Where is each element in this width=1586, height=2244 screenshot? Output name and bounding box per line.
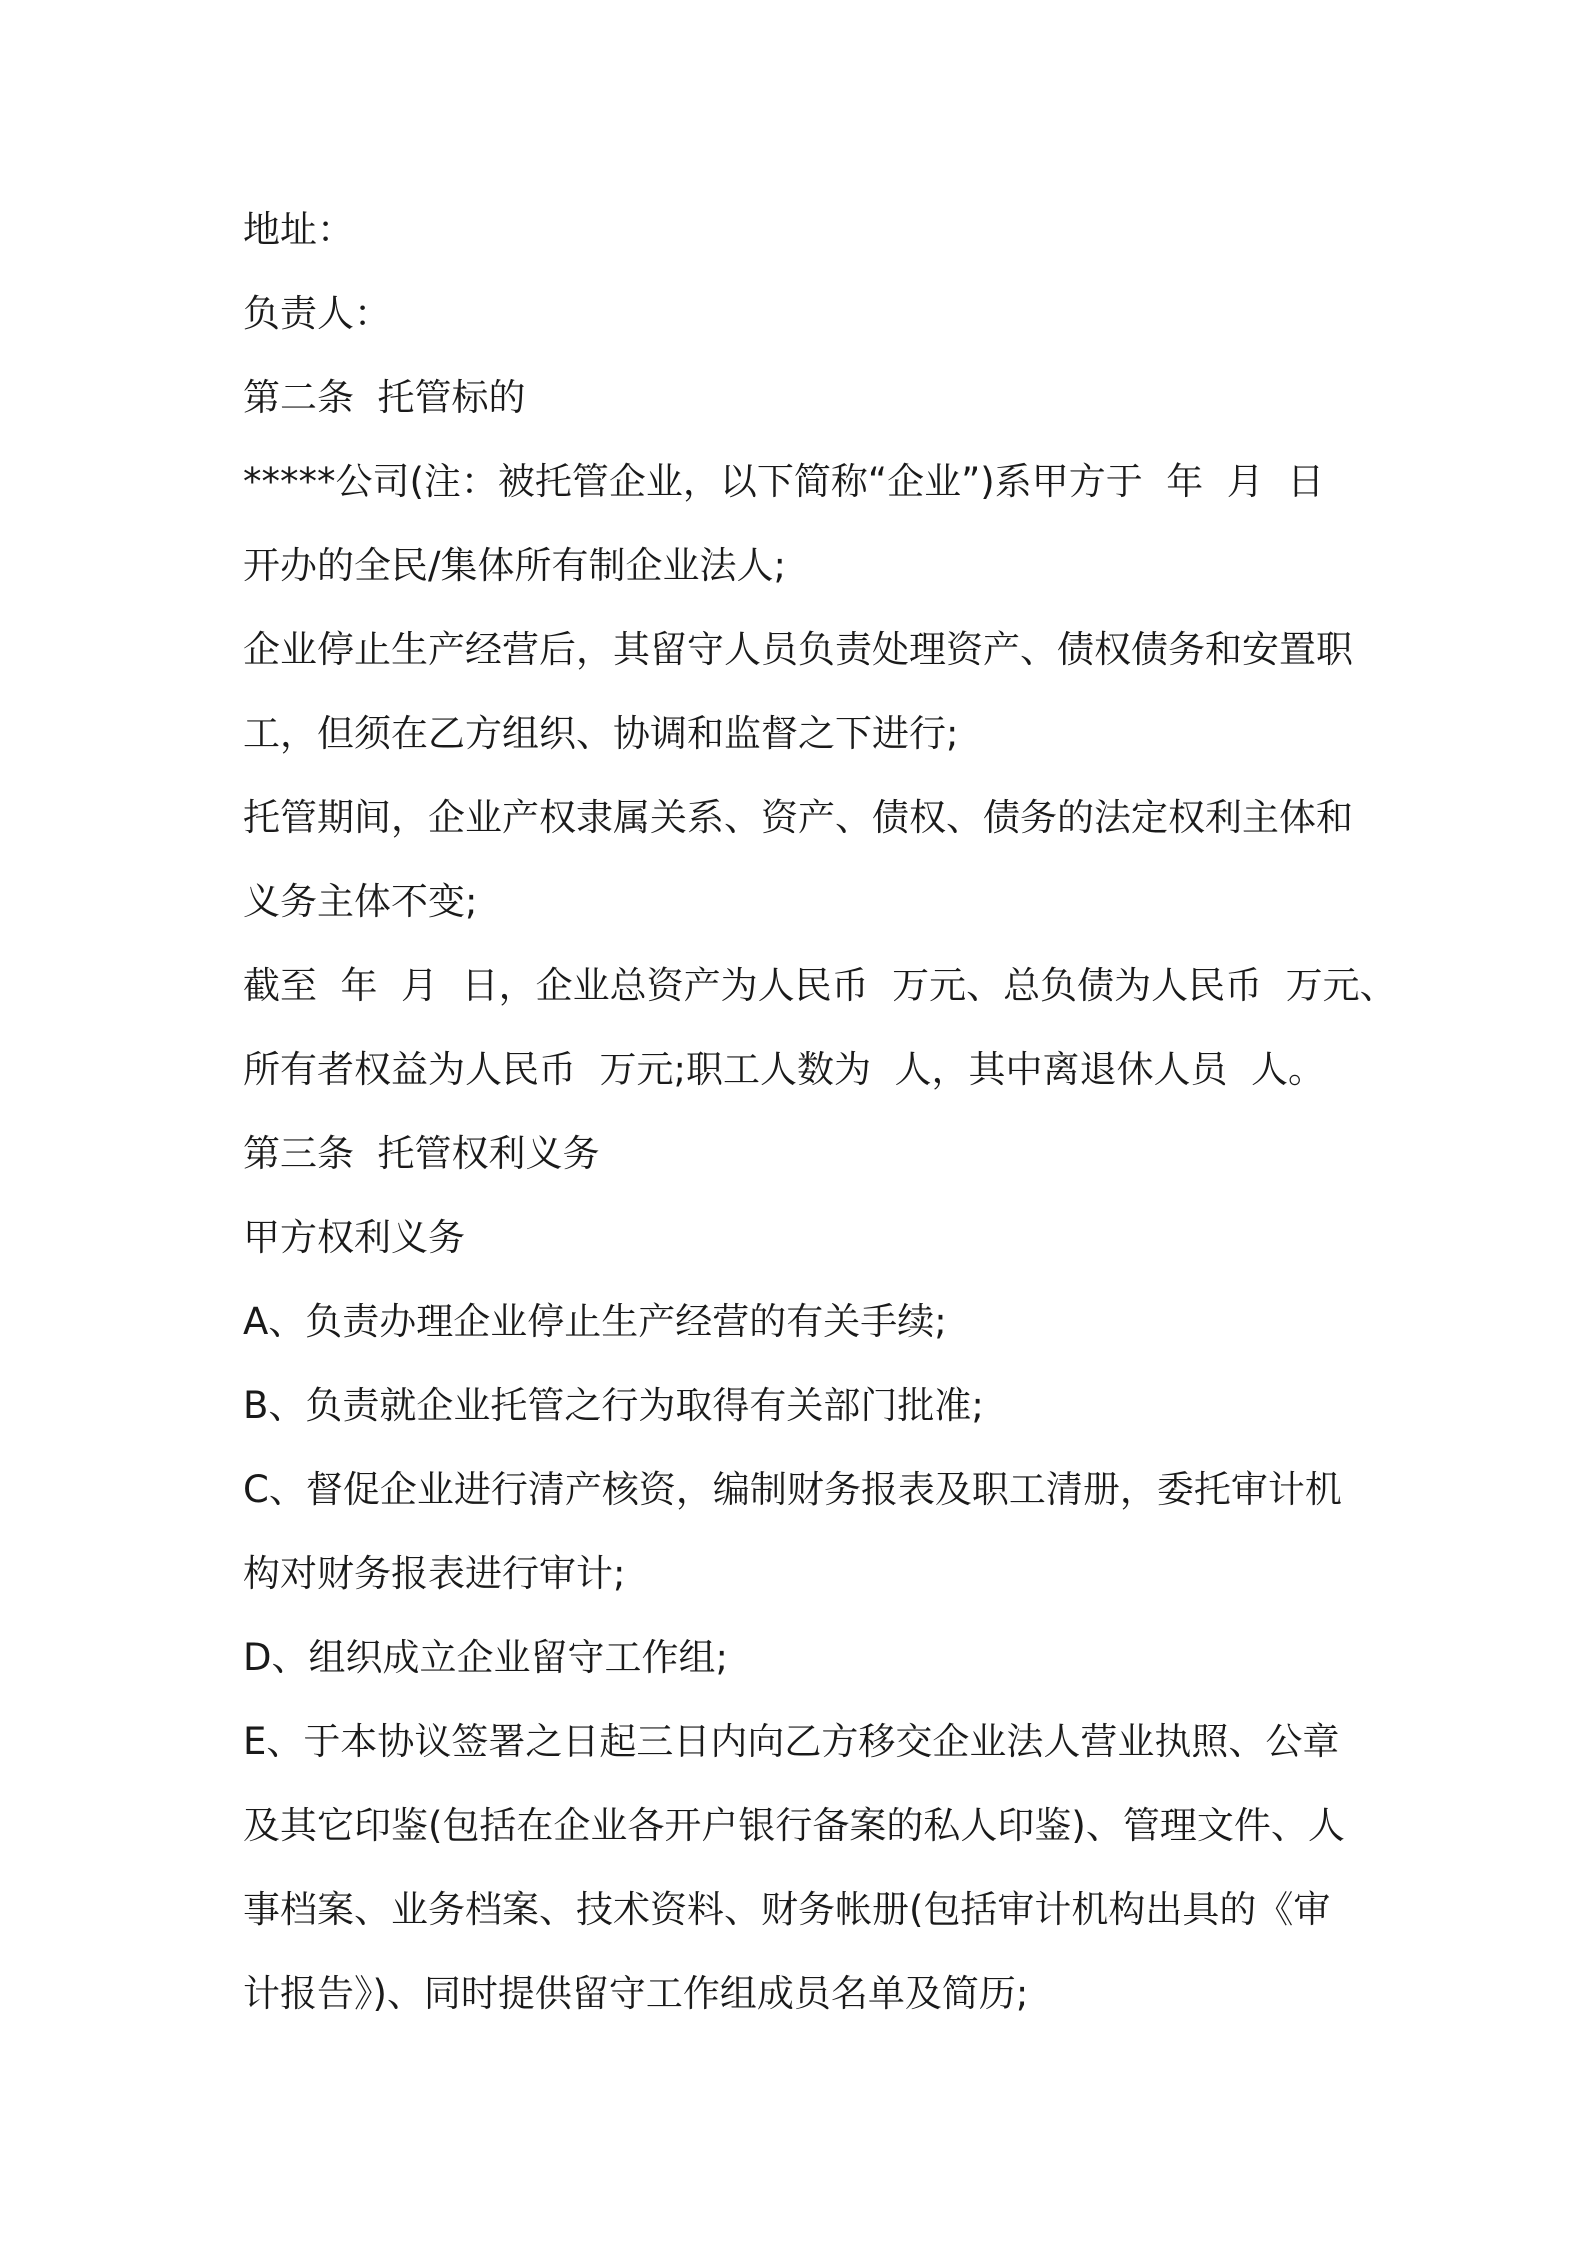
list-item: A、负责办理企业停止生产经营的有关手续; xyxy=(243,1300,947,1343)
paragraph-line: 开办的全民/集体所有制企业法人; xyxy=(243,544,786,587)
list-item-continuation: 构对财务报表进行审计; xyxy=(243,1552,626,1595)
paragraph-line: *****公司(注：被托管企业，以下简称“企业”)系甲方于 年 月 日 xyxy=(243,460,1325,503)
list-item: E、于本协议签署之日起三日内向乙方移交企业法人营业执照、公章 xyxy=(243,1720,1340,1763)
article-3-heading: 第三条 托管权利义务 xyxy=(243,1132,600,1175)
paragraph-line: 企业停止生产经营后，其留守人员负责处理资产、债权债务和安置职 xyxy=(243,628,1353,671)
paragraph-line: 截至 年 月 日，企业总资产为人民币 万元、总负债为人民币 万元、 xyxy=(243,964,1397,1007)
list-item-continuation: 事档案、业务档案、技术资料、财务帐册(包括审计机构出具的《审 xyxy=(243,1888,1331,1931)
document-body xyxy=(243,198,1397,2046)
person-in-charge-line: 负责人： xyxy=(243,292,391,335)
paragraph-line: 所有者权益为人民币 万元;职工人数为 人，其中离退休人员 人。 xyxy=(243,1048,1326,1091)
list-item: B、负责就企业托管之行为取得有关部门批准; xyxy=(243,1384,984,1427)
section-heading: 甲方权利义务 xyxy=(243,1216,465,1259)
list-item: D、组织成立企业留守工作组; xyxy=(243,1636,728,1679)
article-2-heading: 第二条 托管标的 xyxy=(243,376,526,419)
paragraph-line: 义务主体不变; xyxy=(243,880,478,923)
list-item: C、督促企业进行清产核资，编制财务报表及职工清册，委托审计机 xyxy=(243,1468,1342,1511)
paragraph-line: 托管期间，企业产权隶属关系、资产、债权、债务的法定权利主体和 xyxy=(243,796,1353,839)
list-item-continuation: 计报告》)、同时提供留守工作组成员名单及简历; xyxy=(243,1972,1029,2015)
paragraph-line: 工，但须在乙方组织、协调和监督之下进行; xyxy=(243,712,959,755)
address-line: 地址： xyxy=(243,208,354,251)
list-item-continuation: 及其它印鉴(包括在企业各开户银行备案的私人印鉴)、管理文件、人 xyxy=(243,1804,1345,1847)
